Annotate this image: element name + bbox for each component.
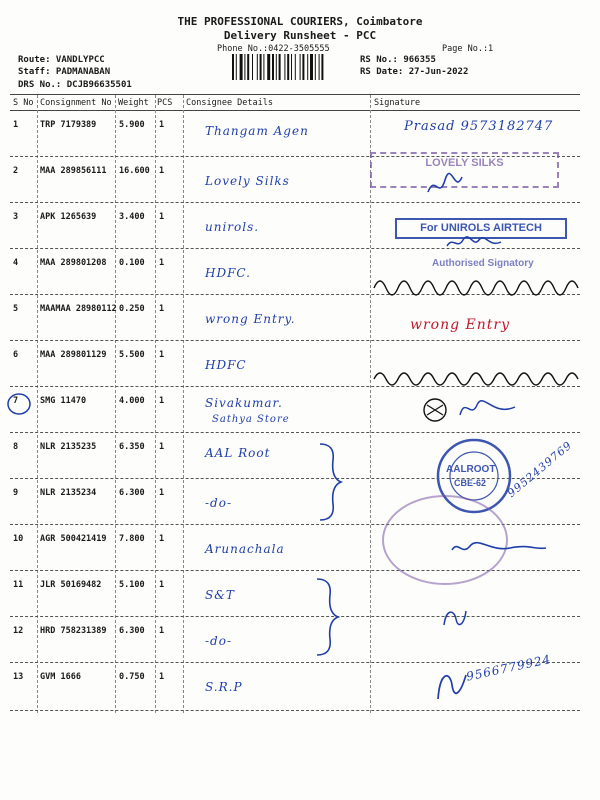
- row-pcs: 1: [159, 258, 165, 268]
- row-pcs: 1: [159, 534, 165, 544]
- row-weight: 5.500: [119, 350, 145, 360]
- header-bottom-rule: [10, 110, 580, 111]
- row-consignee: Thangam Agen: [205, 124, 309, 138]
- row-consignee: S&T: [205, 588, 235, 602]
- document-title: Delivery Runsheet - PCC: [223, 29, 377, 42]
- col-sno: S No: [13, 98, 34, 108]
- aalroot-stamp-subtext: CBE-62: [454, 478, 487, 488]
- page-number: Page No.:1: [442, 44, 494, 54]
- row-weight: 7.800: [119, 534, 145, 544]
- row-consignee: Lovely Silks: [205, 174, 290, 188]
- circle-mark: [6, 392, 32, 416]
- row-sno: 13: [13, 672, 24, 682]
- staff: Staff: PADMANABAN: [18, 67, 111, 77]
- row-sno: 8: [13, 442, 19, 452]
- col-divider: [183, 95, 184, 713]
- row-divider: [10, 616, 580, 617]
- row-pcs: 1: [159, 212, 165, 222]
- route: Route: VANDLYPCC: [18, 55, 105, 65]
- brace-rows-11-12: [312, 575, 342, 660]
- row-sno: 1: [13, 120, 19, 130]
- row-sno: 7: [13, 396, 19, 406]
- col-divider: [37, 95, 38, 713]
- table-bottom-rule: [10, 710, 580, 711]
- row-weight: 6.350: [119, 442, 145, 452]
- company-name: THE PROFESSIONAL COURIERS, Coimbatore: [177, 15, 423, 28]
- phone-number: Phone No.:0422-3505555: [217, 44, 330, 54]
- row-pcs: 1: [159, 166, 165, 176]
- row-consignee: Arunachala: [205, 542, 285, 556]
- row-divider: [10, 202, 580, 203]
- row-consignment-no: SMG 11470: [40, 396, 87, 406]
- row-sno: 4: [13, 258, 19, 268]
- phone-handwritten-row9: 9952439769: [505, 438, 575, 500]
- row-consignment-no: HRD 758231389: [40, 626, 107, 636]
- row-sno: 12: [13, 626, 24, 636]
- row-divider: [10, 340, 580, 341]
- row-pcs: 1: [159, 580, 165, 590]
- row-consignee: AAL Root: [205, 446, 271, 460]
- row-weight: 5.100: [119, 580, 145, 590]
- row-consignment-no: MAA 289801129: [40, 350, 107, 360]
- table-top-rule: [10, 94, 580, 95]
- row-consignment-no: NLR 2135234: [40, 488, 97, 498]
- signature-scribble-row4: [372, 272, 587, 298]
- row-consignee: HDFC.: [205, 266, 251, 280]
- row-pcs: 1: [159, 396, 165, 406]
- row-pcs: 1: [159, 488, 165, 498]
- row-divider: [10, 432, 580, 433]
- signature-scribble-row13: [430, 665, 470, 705]
- row-consignee: -do-: [205, 634, 233, 648]
- signature-scribble-row7: [415, 395, 525, 425]
- row-pcs: 1: [159, 350, 165, 360]
- row-consignee: Sivakumar.: [205, 396, 283, 410]
- row-sno: 6: [13, 350, 19, 360]
- signature-scribble-row3: [445, 234, 505, 252]
- row-sno: 9: [13, 488, 19, 498]
- unirols-stamp: For UNIROLS AIRTECH: [395, 218, 567, 239]
- row-consignment-no: TRP 7179389: [40, 120, 97, 130]
- row-consignment-no: MAA 289856111: [40, 166, 107, 176]
- row-pcs: 1: [159, 672, 165, 682]
- phone-handwritten-row13: 9566779924: [465, 652, 553, 684]
- row-consignment-no: MAA 289801208: [40, 258, 107, 268]
- row-sno: 3: [13, 212, 19, 222]
- drs-number: DRS No.: DCJB96635501: [18, 80, 132, 90]
- signature-scribble-row12: [440, 605, 470, 630]
- row-consignee: unirols.: [205, 220, 260, 234]
- rs-number: RS No.: 966355: [360, 55, 436, 65]
- row-pcs: 1: [159, 442, 165, 452]
- authorised-stamp: Authorised Signatory: [432, 258, 534, 269]
- row-sno: 2: [13, 166, 19, 176]
- row-consignee: wrong Entry.: [205, 312, 296, 326]
- barcode: [230, 54, 358, 80]
- col-pcs: PCS: [157, 98, 173, 108]
- row-consignment-no: APK 1265639: [40, 212, 97, 222]
- row-weight: 0.100: [119, 258, 145, 268]
- signature-scribble-row10: [450, 538, 550, 558]
- row-weight: 16.600: [119, 166, 150, 176]
- row-pcs: 1: [159, 626, 165, 636]
- signature-scribble-row2: [425, 172, 465, 197]
- row-consignee-line2: Sathya Store: [212, 414, 290, 425]
- lovely-silks-stamp: LOVELY SILKS: [370, 152, 559, 188]
- row-consignee: S.R.P: [205, 680, 243, 694]
- brace-rows-8-9: [315, 440, 345, 525]
- row-sno: 11: [13, 580, 24, 590]
- row-sno: 5: [13, 304, 19, 314]
- row-pcs: 1: [159, 120, 165, 130]
- col-consignment: Consignment No: [40, 98, 112, 108]
- row-consignment-no: NLR 2135235: [40, 442, 97, 452]
- row-weight: 3.400: [119, 212, 145, 222]
- signature-row5: wrong Entry: [410, 317, 510, 333]
- row-sno: 10: [13, 534, 24, 544]
- row-weight: 0.250: [119, 304, 145, 314]
- aalroot-stamp-text: AALROOT: [446, 464, 496, 475]
- row-consignment-no: AGR 500421419: [40, 534, 107, 544]
- col-consignee: Consignee Details: [186, 98, 273, 108]
- row-consignment-no: JLR 50169482: [40, 580, 102, 590]
- row-consignment-no: MAAMAA 28980112: [40, 304, 117, 314]
- rs-date: RS Date: 27-Jun-2022: [360, 67, 469, 77]
- col-weight: Weight: [118, 98, 149, 108]
- row-consignment-no: GVM 1666: [40, 672, 81, 682]
- row-weight: 6.300: [119, 626, 145, 636]
- row-weight: 0.750: [119, 672, 145, 682]
- col-divider: [115, 95, 116, 713]
- col-signature: Signature: [374, 98, 421, 108]
- row-weight: 5.900: [119, 120, 145, 130]
- col-divider: [155, 95, 156, 713]
- row-consignee: HDFC: [205, 358, 247, 372]
- row-weight: 6.300: [119, 488, 145, 498]
- row-consignee: -do-: [205, 496, 233, 510]
- signature-row1: Prasad 9573182747: [404, 119, 554, 134]
- signature-scribble-row6: [372, 367, 587, 389]
- row-pcs: 1: [159, 304, 165, 314]
- row-weight: 4.000: [119, 396, 145, 406]
